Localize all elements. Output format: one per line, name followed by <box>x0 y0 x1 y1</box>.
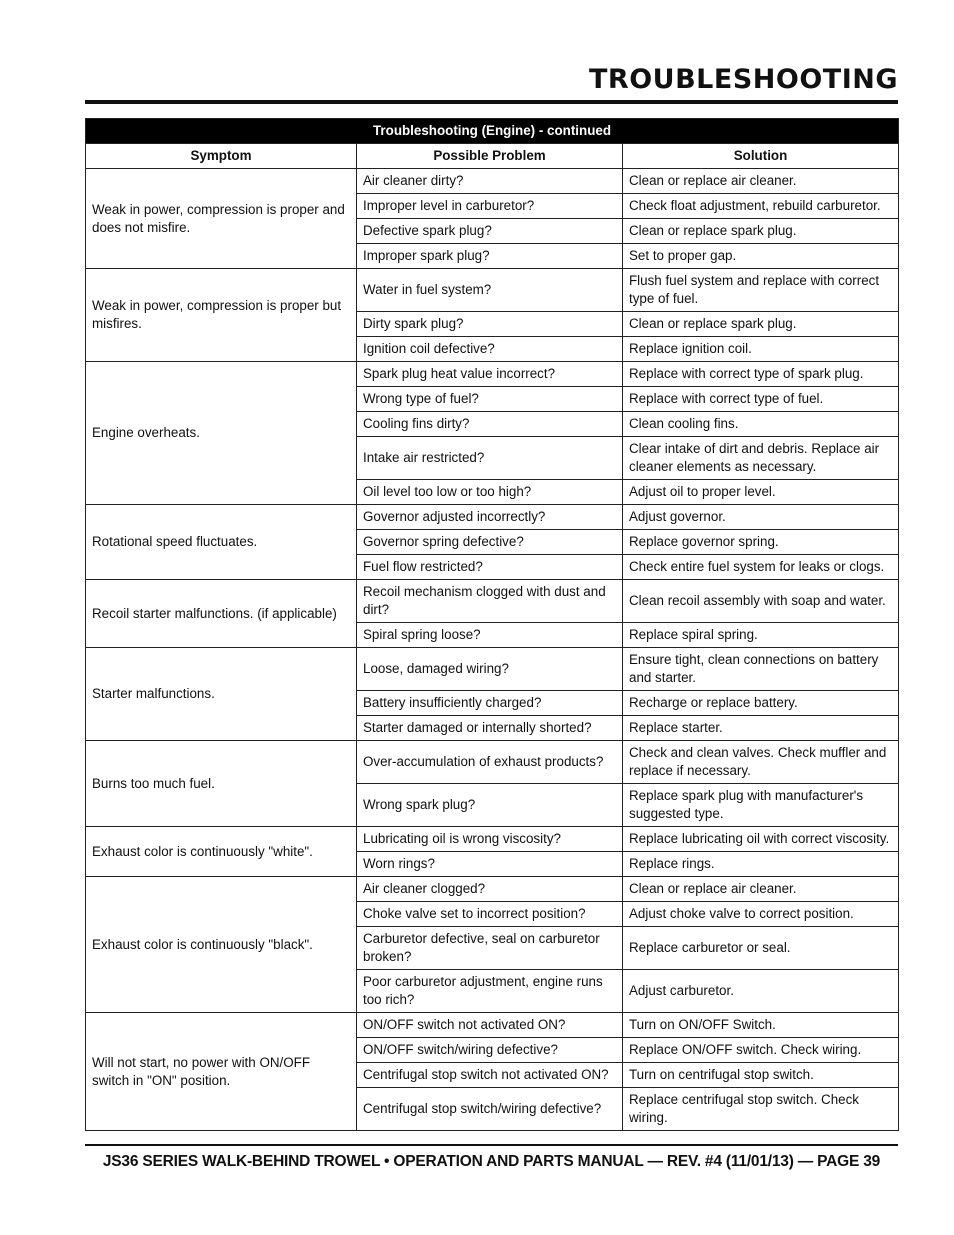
problem-cell: ON/OFF switch/wiring defective? <box>357 1038 623 1063</box>
solution-cell: Clean cooling fins. <box>623 412 899 437</box>
solution-cell: Replace governor spring. <box>623 530 899 555</box>
problem-cell: Over-accumulation of exhaust products? <box>357 741 623 784</box>
table-row <box>86 580 899 623</box>
table-row <box>86 269 899 312</box>
solution-cell: Replace ON/OFF switch. Check wiring. <box>623 1038 899 1063</box>
symptom-cell: Engine overheats. <box>86 362 357 505</box>
solution-cell: Adjust carburetor. <box>623 970 899 1013</box>
problem-cell: Water in fuel system? <box>357 269 623 312</box>
problem-cell: Starter damaged or internally shorted? <box>357 716 623 741</box>
symptom-cell: Will not start, no power with ON/OFF switch in "ON" position. <box>86 1013 357 1131</box>
solution-cell: Flush fuel system and replace with correct type of fuel. <box>623 269 899 312</box>
table-row <box>86 1013 899 1038</box>
solution-cell: Replace ignition coil. <box>623 337 899 362</box>
problem-cell: Improper level in carburetor? <box>357 194 623 219</box>
problem-cell: Defective spark plug? <box>357 219 623 244</box>
problem-cell: Air cleaner clogged? <box>357 877 623 902</box>
problem-cell: Intake air restricted? <box>357 437 623 480</box>
problem-cell: Wrong type of fuel? <box>357 387 623 412</box>
problem-cell: Fuel flow restricted? <box>357 555 623 580</box>
symptom-cell: Recoil starter malfunctions. (if applicable) <box>86 580 357 648</box>
solution-cell: Clean or replace spark plug. <box>623 312 899 337</box>
solution-cell: Replace lubricating oil with correct viscosity. <box>623 827 899 852</box>
solution-cell: Adjust governor. <box>623 505 899 530</box>
page-footer: JS36 SERIES WALK-BEHIND TROWEL • OPERATION AND PARTS MANUAL — REV. #4 (11/01/13) — PAGE 39 <box>102 1153 881 1170</box>
symptom-cell: Starter malfunctions. <box>86 648 357 741</box>
solution-cell: Replace with correct type of fuel. <box>623 387 899 412</box>
solution-cell: Ensure tight, clean connections on battery and starter. <box>623 648 899 691</box>
problem-cell: Spiral spring loose? <box>357 623 623 648</box>
solution-cell: Set to proper gap. <box>623 244 899 269</box>
solution-cell: Clean or replace spark plug. <box>623 219 899 244</box>
title-rule <box>85 100 898 104</box>
table-row <box>86 648 899 691</box>
solution-cell: Adjust oil to proper level. <box>623 480 899 505</box>
problem-cell: Governor adjusted incorrectly? <box>357 505 623 530</box>
problem-cell: Governor spring defective? <box>357 530 623 555</box>
problem-cell: Dirty spark plug? <box>357 312 623 337</box>
table-row <box>86 877 899 902</box>
solution-cell: Check entire fuel system for leaks or clogs. <box>623 555 899 580</box>
solution-cell: Replace rings. <box>623 852 899 877</box>
solution-cell: Replace centrifugal stop switch. Check wiring. <box>623 1088 899 1131</box>
solution-cell: Clean recoil assembly with soap and water. <box>623 580 899 623</box>
symptom-cell: Weak in power, compression is proper but misfires. <box>86 269 357 362</box>
problem-cell: Air cleaner dirty? <box>357 169 623 194</box>
problem-cell: Spark plug heat value incorrect? <box>357 362 623 387</box>
table-row <box>86 741 899 784</box>
solution-cell: Replace starter. <box>623 716 899 741</box>
table-row <box>86 505 899 530</box>
solution-cell: Turn on centrifugal stop switch. <box>623 1063 899 1088</box>
solution-cell: Replace with correct type of spark plug. <box>623 362 899 387</box>
problem-cell: Carburetor defective, seal on carburetor broken? <box>357 927 623 970</box>
symptom-cell: Exhaust color is continuously "white". <box>86 827 357 877</box>
header-solution: Solution <box>623 144 899 169</box>
problem-cell: Loose, damaged wiring? <box>357 648 623 691</box>
problem-cell: Improper spark plug? <box>357 244 623 269</box>
symptom-cell: Burns too much fuel. <box>86 741 357 827</box>
table-caption: Troubleshooting (Engine) - continued <box>86 119 899 144</box>
problem-cell: Lubricating oil is wrong viscosity? <box>357 827 623 852</box>
solution-cell: Replace spark plug with manufacturer's suggested type. <box>623 784 899 827</box>
table-row <box>86 827 899 852</box>
solution-cell: Replace carburetor or seal. <box>623 927 899 970</box>
solution-cell: Adjust choke valve to correct position. <box>623 902 899 927</box>
troubleshooting-table <box>85 118 899 1131</box>
problem-cell: Battery insufficiently charged? <box>357 691 623 716</box>
symptom-cell: Exhaust color is continuously "black". <box>86 877 357 1013</box>
header-possible-problem: Possible Problem <box>357 144 623 169</box>
symptom-cell: Rotational speed fluctuates. <box>86 505 357 580</box>
problem-cell: Oil level too low or too high? <box>357 480 623 505</box>
header-symptom: Symptom <box>86 144 357 169</box>
solution-cell: Recharge or replace battery. <box>623 691 899 716</box>
problem-cell: Recoil mechanism clogged with dust and dirt? <box>357 580 623 623</box>
problem-cell: Centrifugal stop switch/wiring defective? <box>357 1088 623 1131</box>
table-body <box>86 169 899 1131</box>
footer-rule <box>85 1144 898 1146</box>
problem-cell: Choke valve set to incorrect position? <box>357 902 623 927</box>
solution-cell: Replace spiral spring. <box>623 623 899 648</box>
problem-cell: Ignition coil defective? <box>357 337 623 362</box>
page-title: TROUBLESHOOTING <box>589 64 898 95</box>
problem-cell: Centrifugal stop switch not activated ON? <box>357 1063 623 1088</box>
solution-cell: Clear intake of dirt and debris. Replace air cleaner elements as necessary. <box>623 437 899 480</box>
solution-cell: Clean or replace air cleaner. <box>623 169 899 194</box>
problem-cell: Poor carburetor adjustment, engine runs too rich? <box>357 970 623 1013</box>
problem-cell: Cooling fins dirty? <box>357 412 623 437</box>
table-row <box>86 169 899 194</box>
problem-cell: ON/OFF switch not activated ON? <box>357 1013 623 1038</box>
table-row <box>86 362 899 387</box>
problem-cell: Wrong spark plug? <box>357 784 623 827</box>
problem-cell: Worn rings? <box>357 852 623 877</box>
solution-cell: Check float adjustment, rebuild carburetor. <box>623 194 899 219</box>
solution-cell: Check and clean valves. Check muffler and replace if necessary. <box>623 741 899 784</box>
solution-cell: Clean or replace air cleaner. <box>623 877 899 902</box>
symptom-cell: Weak in power, compression is proper and does not misfire. <box>86 169 357 269</box>
solution-cell: Turn on ON/OFF Switch. <box>623 1013 899 1038</box>
